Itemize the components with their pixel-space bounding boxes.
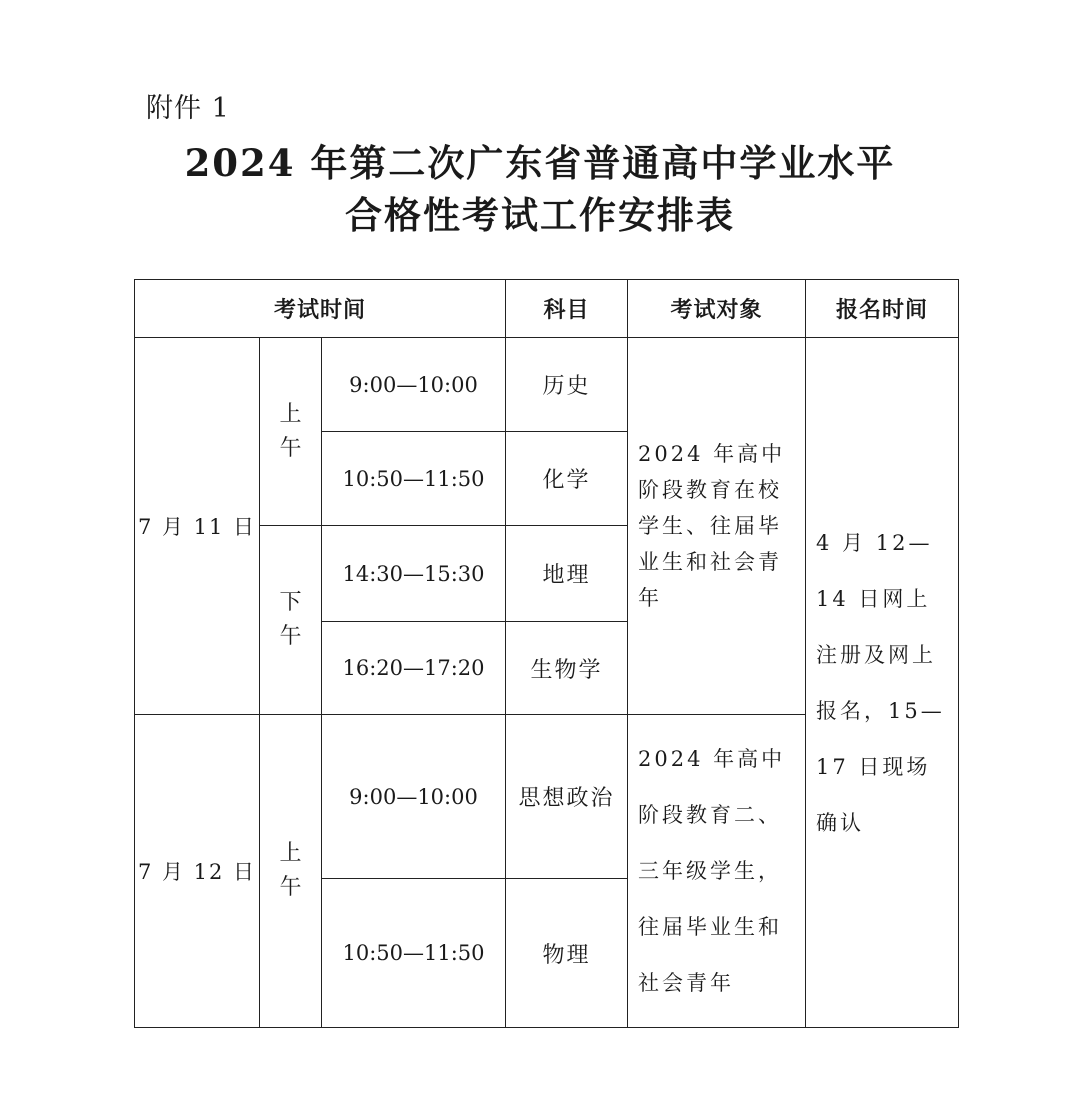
period-cell bbox=[260, 715, 322, 1028]
header-target: 考试对象 bbox=[628, 280, 806, 338]
attachment-label: 附件 1 bbox=[146, 93, 230, 124]
time-cell: 10:50—11:50 bbox=[322, 432, 506, 526]
table-header-row bbox=[135, 280, 959, 338]
subject-cell: 生物学 bbox=[506, 622, 628, 715]
period-char: 上 bbox=[279, 401, 302, 427]
header-subject: 科目 bbox=[506, 280, 628, 338]
date-cell: 7 月 12 日 bbox=[135, 715, 260, 1028]
registration-cell: 4 月 12—14 日网上注册及网上报名，15—17 日现场确认 bbox=[806, 338, 959, 1028]
subject-cell: 化学 bbox=[506, 432, 628, 526]
period-char: 午 bbox=[279, 624, 302, 649]
date-cell: 7 月 11 日 bbox=[135, 338, 260, 715]
period-label bbox=[260, 398, 321, 466]
period-char: 午 bbox=[279, 435, 302, 461]
document-title-line1: 2024 年第二次广东省普通高中学业水平 bbox=[184, 141, 896, 185]
subject-cell: 思想政治 bbox=[506, 715, 628, 879]
period-char: 下 bbox=[279, 590, 302, 615]
table-row bbox=[135, 338, 959, 432]
period-label bbox=[260, 837, 321, 905]
exam-schedule-table bbox=[134, 279, 959, 1028]
period-cell bbox=[260, 526, 322, 715]
period-label bbox=[260, 586, 321, 654]
target-cell: 2024 年高中阶段教育二、三年级学生，往届毕业生和社会青年 bbox=[628, 715, 806, 1028]
time-cell: 9:00—10:00 bbox=[322, 715, 506, 879]
time-cell: 14:30—15:30 bbox=[322, 526, 506, 622]
document-title-line2: 合格性考试工作安排表 bbox=[345, 193, 735, 237]
header-exam-time: 考试时间 bbox=[135, 280, 506, 338]
subject-cell: 物理 bbox=[506, 879, 628, 1028]
time-cell: 16:20—17:20 bbox=[322, 622, 506, 715]
period-char: 午 bbox=[279, 875, 302, 900]
time-cell: 9:00—10:00 bbox=[322, 338, 506, 432]
subject-cell: 历史 bbox=[506, 338, 628, 432]
time-cell: 10:50—11:50 bbox=[322, 879, 506, 1028]
period-char: 上 bbox=[279, 841, 302, 866]
subject-cell: 地理 bbox=[506, 526, 628, 622]
target-cell: 2024 年高中阶段教育在校学生、往届毕业生和社会青年 bbox=[628, 338, 806, 715]
header-registration: 报名时间 bbox=[806, 280, 959, 338]
period-cell bbox=[260, 338, 322, 526]
